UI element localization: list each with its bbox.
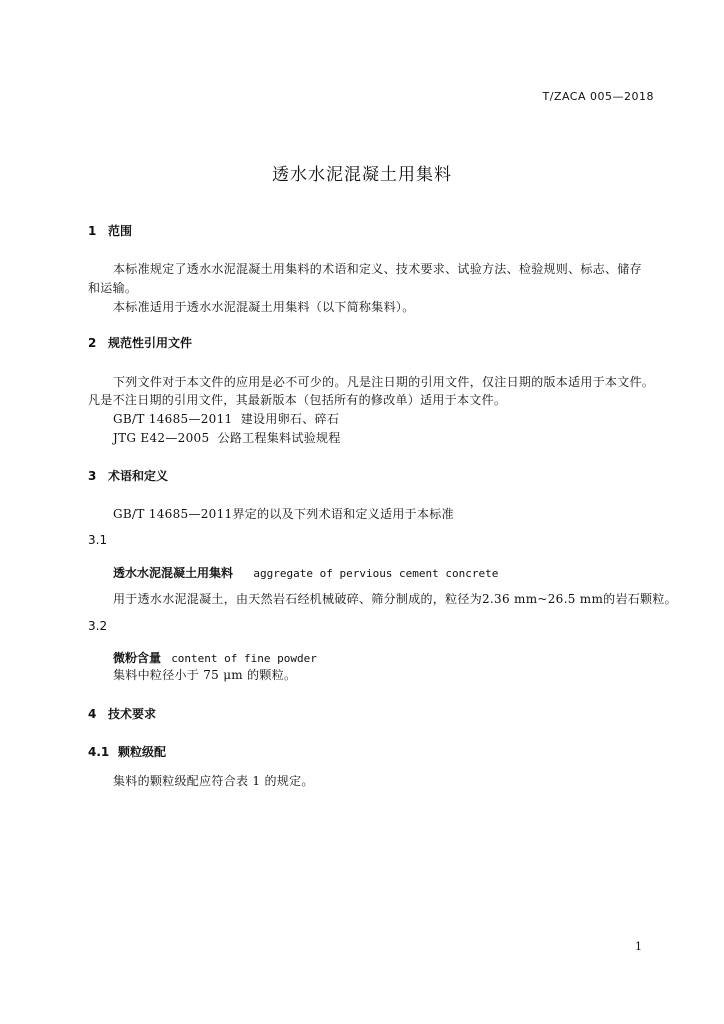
subsection-number: 4.1 bbox=[88, 745, 110, 759]
term-english: content of fine powder bbox=[171, 652, 317, 665]
reference-name: 建设用卵石、碎石 bbox=[240, 412, 340, 426]
section-title: 规范性引用文件 bbox=[108, 336, 193, 350]
term-chinese: 透水水泥混凝土用集料 bbox=[113, 566, 234, 580]
terms-intro: GB/T 14685—2011界定的以及下列术语和定义适用于本标准 bbox=[113, 507, 454, 521]
scope-paragraph-line-2: 和运输。 bbox=[88, 281, 138, 295]
section-2-heading bbox=[88, 334, 192, 351]
term-entry bbox=[113, 647, 317, 666]
reference-code: JTG E42—2005 bbox=[113, 431, 210, 445]
reference-name: 公路工程集料试验规程 bbox=[217, 431, 341, 445]
section-number: 1 bbox=[88, 224, 97, 238]
scope-applicability: 本标准适用于透水水泥混凝土用集料（以下简称集料）。 bbox=[113, 300, 415, 314]
section-1-heading bbox=[88, 222, 132, 239]
page-number: 1 bbox=[635, 940, 642, 953]
section-3-heading bbox=[88, 467, 168, 484]
term-number: 3.1 bbox=[88, 533, 108, 547]
subsection-4-1-heading bbox=[88, 743, 166, 760]
grading-requirement: 集料的颗粒级配应符合表 1 的规定。 bbox=[113, 774, 314, 788]
term-definition: 集料中粒径小于 75 μm 的颗粒。 bbox=[113, 668, 297, 682]
subsection-title: 颗粒级配 bbox=[118, 745, 167, 759]
term-number: 3.2 bbox=[88, 619, 108, 633]
section-number: 4 bbox=[88, 707, 97, 721]
term-definition: 用于透水水泥混凝土，由天然岩石经机械破碎、筛分制成的，粒径为2.36 mm~26.5 mm的岩石颗粒。 bbox=[113, 592, 677, 606]
section-title: 技术要求 bbox=[108, 707, 157, 721]
scope-paragraph-line-1: 本标准规定了透水水泥混凝土用集料的术语和定义、技术要求、试验方法、检验规则、标志、储存 bbox=[113, 262, 642, 276]
section-title: 术语和定义 bbox=[108, 469, 169, 483]
reference-item bbox=[113, 429, 341, 446]
references-paragraph-line-1: 下列文件对于本文件的应用是必不可少的。凡是注日期的引用文件，仅注日期的版本适用于本文件。 bbox=[113, 375, 655, 389]
term-entry bbox=[113, 562, 498, 581]
section-title: 范围 bbox=[108, 224, 133, 238]
document-title: 透水水泥混凝土用集料 bbox=[272, 165, 452, 185]
term-english: aggregate of pervious cement concrete bbox=[253, 567, 499, 580]
reference-code: GB/T 14685—2011 bbox=[113, 412, 233, 426]
reference-item bbox=[113, 410, 339, 427]
standard-code: T/ZACA 005—2018 bbox=[542, 90, 654, 103]
section-4-heading bbox=[88, 705, 156, 722]
term-chinese: 微粉含量 bbox=[113, 651, 162, 665]
section-number: 3 bbox=[88, 469, 97, 483]
section-number: 2 bbox=[88, 336, 97, 350]
references-paragraph-line-2: 凡是不注日期的引用文件，其最新版本（包括所有的修改单）适用于本文件。 bbox=[88, 393, 507, 407]
